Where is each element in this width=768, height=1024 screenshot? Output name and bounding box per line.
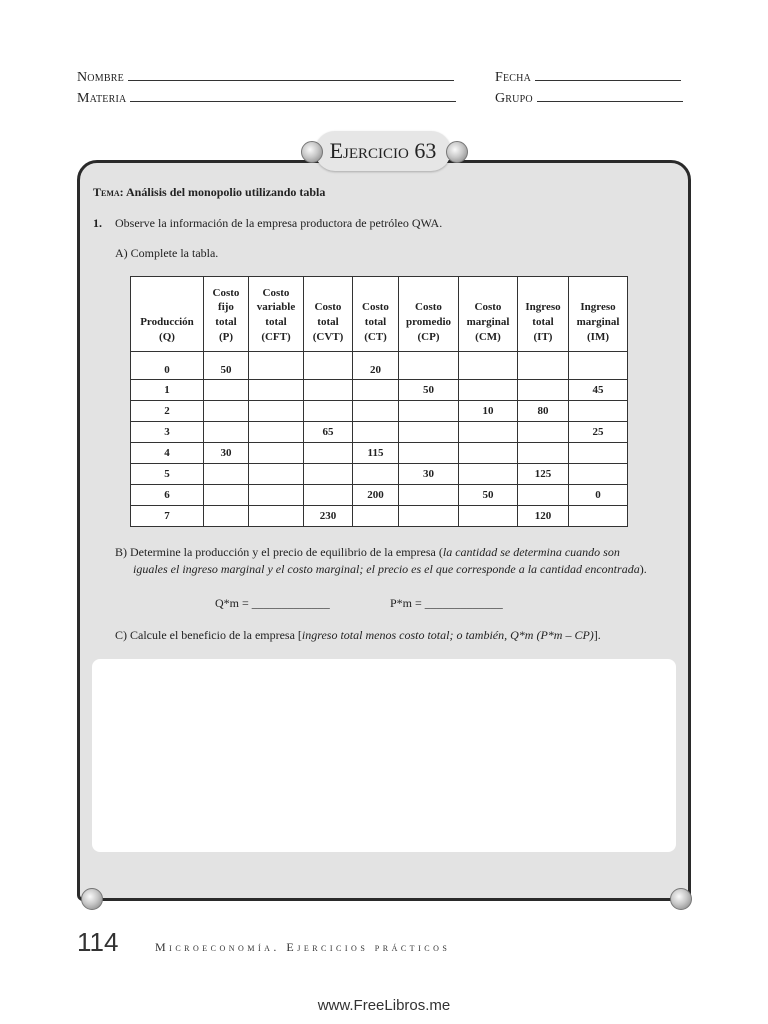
- table-cell: 80: [518, 401, 569, 422]
- table-cell: 10: [459, 401, 518, 422]
- part-c-text: Calcule el beneficio de la empresa [: [130, 628, 302, 642]
- table-cell: 200: [353, 485, 399, 506]
- header-cell: Costo total (CT): [353, 277, 399, 352]
- table-cell[interactable]: [399, 443, 459, 464]
- table-cell[interactable]: [353, 401, 399, 422]
- nombre-label: Nombre: [77, 70, 124, 85]
- table-cell[interactable]: [249, 380, 304, 401]
- part-b-letter: B): [115, 545, 127, 559]
- table-cell: 120: [518, 506, 569, 527]
- table-cell[interactable]: [204, 464, 249, 485]
- table-cell[interactable]: [304, 464, 353, 485]
- table-cell[interactable]: [399, 352, 459, 380]
- table-cell: 6: [131, 485, 204, 506]
- table-cell[interactable]: [569, 401, 628, 422]
- table-cell[interactable]: [569, 352, 628, 380]
- table-cell[interactable]: [249, 352, 304, 380]
- part-b-italic-2: iguales el ingreso marginal y el costo marginal; el precio es el que corresponde a la cantidad encontrada: [133, 562, 640, 576]
- fecha-field: [495, 68, 681, 86]
- grupo-label: Grupo: [495, 91, 533, 106]
- table-cell: 115: [353, 443, 399, 464]
- table-cell: 0: [569, 485, 628, 506]
- table-cell: 30: [399, 464, 459, 485]
- page-number: 114: [77, 927, 119, 957]
- tema-text: Análisis del monopolio utilizando tabla: [126, 185, 326, 199]
- part-c: [115, 628, 601, 643]
- table-cell[interactable]: [204, 485, 249, 506]
- table-cell[interactable]: [518, 380, 569, 401]
- header-cell: Ingreso total (IT): [518, 277, 569, 352]
- table-row: [131, 401, 628, 422]
- grupo-line: [537, 89, 683, 102]
- materia-field: [77, 89, 456, 107]
- table-cell[interactable]: [569, 443, 628, 464]
- materia-label: Materia: [77, 91, 127, 106]
- table-cell[interactable]: [518, 443, 569, 464]
- part-a-letter: A): [115, 246, 128, 260]
- table-cell[interactable]: [304, 443, 353, 464]
- table-cell[interactable]: [353, 506, 399, 527]
- tema-label: Tema:: [93, 185, 124, 199]
- table-cell: 25: [569, 422, 628, 443]
- header-cell: Ingreso marginal (IM): [569, 277, 628, 352]
- header-cell: Costo fijo total (P): [204, 277, 249, 352]
- table-cell: 45: [569, 380, 628, 401]
- table-cell: 230: [304, 506, 353, 527]
- table-cell[interactable]: [459, 380, 518, 401]
- table-cell[interactable]: [249, 485, 304, 506]
- table-cell[interactable]: [249, 464, 304, 485]
- part-c-letter: C): [115, 628, 127, 642]
- table-cell[interactable]: [204, 380, 249, 401]
- table-cell: 20: [353, 352, 399, 380]
- title-right-bullet-icon: [446, 141, 468, 163]
- header-cell: Costo promedio (CP): [399, 277, 459, 352]
- table-cell[interactable]: [459, 352, 518, 380]
- title-left-bullet-icon: [301, 141, 323, 163]
- tema-line: [93, 185, 325, 200]
- part-a: [115, 246, 218, 261]
- part-b-line-1: [115, 545, 620, 560]
- part-b-italic-1: la cantidad se determina cuando son: [442, 545, 620, 559]
- table-header-row: [131, 277, 628, 352]
- question-1: [93, 216, 442, 231]
- part-a-text: Complete la tabla.: [130, 246, 219, 260]
- table-cell: 3: [131, 422, 204, 443]
- part-c-italic: ingreso total menos costo total; o también, Q*m (P*m – CP): [301, 628, 594, 642]
- table-cell[interactable]: [399, 485, 459, 506]
- table-cell: 1: [131, 380, 204, 401]
- table-cell[interactable]: [249, 506, 304, 527]
- table-row: [131, 380, 628, 401]
- grupo-field: [495, 89, 683, 107]
- table-cell: 4: [131, 443, 204, 464]
- table-cell[interactable]: [399, 401, 459, 422]
- part-b-line-2: [133, 562, 647, 577]
- table-cell[interactable]: [459, 464, 518, 485]
- table-cell: 2: [131, 401, 204, 422]
- fecha-label: Fecha: [495, 70, 532, 85]
- panel-bottom-left-bullet-icon: [81, 888, 103, 910]
- header-cell: Costo marginal (CM): [459, 277, 518, 352]
- table-cell[interactable]: [304, 485, 353, 506]
- table-cell: 125: [518, 464, 569, 485]
- table-row: [131, 443, 628, 464]
- pm-blank[interactable]: P*m = _____________: [390, 596, 503, 610]
- table-cell[interactable]: [569, 506, 628, 527]
- cost-table: [130, 276, 628, 527]
- table-cell: 30: [204, 443, 249, 464]
- table-cell[interactable]: [204, 506, 249, 527]
- exercise-title-badge: [315, 131, 451, 171]
- part-b-text: Determine la producción y el precio de equilibrio de la empresa (: [130, 545, 443, 559]
- materia-line: [130, 89, 456, 102]
- nombre-field: [77, 68, 454, 86]
- table-cell[interactable]: [204, 422, 249, 443]
- table-cell[interactable]: [353, 422, 399, 443]
- table-cell[interactable]: [204, 401, 249, 422]
- part-b-end: ).: [639, 562, 647, 576]
- table-cell[interactable]: [249, 422, 304, 443]
- nombre-line: [128, 68, 454, 81]
- table-cell: 65: [304, 422, 353, 443]
- header-cell: Costo total (CVT): [304, 277, 353, 352]
- answer-box[interactable]: [92, 659, 676, 852]
- table-cell: 0: [131, 352, 204, 380]
- site-url[interactable]: www.FreeLibros.me: [317, 997, 451, 1014]
- fecha-line: [535, 68, 681, 81]
- question-number: 1.: [93, 216, 102, 230]
- table-cell[interactable]: [518, 485, 569, 506]
- table-cell[interactable]: [399, 422, 459, 443]
- book-title: Microeconomía. Ejercicios prácticos: [155, 940, 451, 954]
- question-text: Observe la información de la empresa productora de petróleo QWA.: [115, 216, 443, 230]
- table-cell[interactable]: [459, 443, 518, 464]
- table-cell: 7: [131, 506, 204, 527]
- table-cell: 50: [204, 352, 249, 380]
- table-cell[interactable]: [518, 422, 569, 443]
- table-row: [131, 464, 628, 485]
- header-cell: Producción (Q): [131, 277, 204, 352]
- table-cell[interactable]: [569, 464, 628, 485]
- table-cell[interactable]: [304, 380, 353, 401]
- table-cell[interactable]: [249, 401, 304, 422]
- table-cell[interactable]: [304, 352, 353, 380]
- table-cell: 50: [459, 485, 518, 506]
- table-row: [131, 422, 628, 443]
- table-cell[interactable]: [518, 352, 569, 380]
- table-cell[interactable]: [304, 401, 353, 422]
- part-c-end: ].: [593, 628, 601, 642]
- header-cell: Costo variable total (CFT): [249, 277, 304, 352]
- table-cell: 50: [399, 380, 459, 401]
- qm-blank[interactable]: Q*m = _____________: [215, 596, 330, 610]
- table-row: [131, 485, 628, 506]
- table-cell[interactable]: [353, 380, 399, 401]
- table-cell[interactable]: [459, 422, 518, 443]
- table-cell[interactable]: [249, 443, 304, 464]
- table-row: [131, 352, 628, 380]
- exercise-title: Ejercicio 63: [329, 138, 437, 163]
- panel-bottom-right-bullet-icon: [670, 888, 692, 910]
- table-row: [131, 506, 628, 527]
- table-cell[interactable]: [459, 506, 518, 527]
- table-cell[interactable]: [399, 506, 459, 527]
- table-cell[interactable]: [353, 464, 399, 485]
- table-cell: 5: [131, 464, 204, 485]
